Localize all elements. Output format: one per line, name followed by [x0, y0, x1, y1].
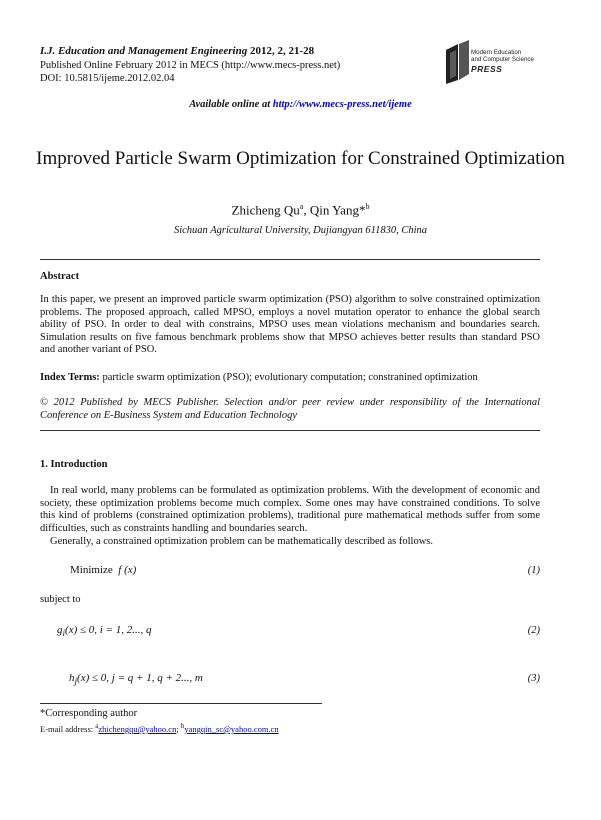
book-stack-icon — [443, 40, 473, 84]
index-terms: Index Terms: particle swarm optimization (PSO); evolutionary computation; constranined optimization — [40, 372, 478, 383]
journal-url-link[interactable]: http://www.mecs-press.net/ijeme — [272, 99, 412, 110]
introduction-heading: 1. Introduction — [40, 459, 108, 470]
abstract-body: In this paper, we present an improved particle swarm optimization (PSO) algorithm to solve constrained optimization problems. The proposed approach, called MPSO, employs a novel mutation operator to enhance the global search ability of PSO. In order to deal with constrains, MPSO uses mean violations mechanism and boundaries search. Simulation results on five famous benchmark problems show that MPSO achieves better results than standard PSO and another variant of PSO. — [40, 294, 540, 356]
email-addresses: E-mail address: $^a$zhichengqu@yahoo.cn; $^b$yangqin_sc@yahoo.com.cn — [40, 722, 279, 734]
abstract-heading: Abstract — [40, 271, 80, 282]
email-link-1[interactable]: zhichengqu@yahoo.cn — [98, 723, 177, 734]
affiliation: Sichuan Agricultural University, Dujiangyan 611830, China — [173, 225, 428, 236]
equation-3-number: (3) — [527, 673, 540, 684]
journal-issue: 2012, 2, 21-28 — [249, 45, 315, 57]
corresponding-author-note: *Corresponding author — [40, 708, 138, 719]
copyright-notice: © 2012 Published by MECS Publisher. Selection and/or peer review under responsibility of the International Conference on E-Business System and Education Technology — [40, 397, 540, 421]
journal-name: I.J. Education and Management Engineering — [40, 45, 248, 57]
subject-to-label: subject to — [40, 594, 81, 605]
paper-title: Improved Particle Swarm Optimization for Constrained Optimization — [36, 148, 565, 169]
equation-2: $g_i(x) \le 0$, i = 1, 2..., q — [57, 624, 152, 639]
email-link-2[interactable]: yangqin_sc@yahoo.com.cn — [184, 723, 279, 734]
published-line: Published Online February 2012 in MECS (http://www.mecs-press.net) — [40, 60, 341, 71]
equation-3: $h_j(x) \le 0$, j = q + 1, q + 2..., m — [69, 672, 203, 687]
footnote-rule — [40, 703, 322, 704]
abstract-top-rule — [40, 259, 540, 260]
equation-2-number: (2) — [527, 625, 540, 636]
equation-1-number: (1) — [527, 565, 540, 576]
abstract-bottom-rule — [40, 430, 540, 431]
introduction-paragraph-2: Generally, a constrained optimization problem can be mathematically described as follows. — [50, 536, 434, 547]
doi-line: DOI: 10.5815/ijeme.2012.02.04 — [40, 73, 175, 84]
logo-text: Modern Education and Computer Science — [471, 49, 534, 63]
publisher-logo — [443, 38, 573, 88]
equation-1: Minimize f (x) — [70, 564, 137, 576]
journal-header — [40, 45, 314, 58]
authors: Zhicheng Qu$^a$, Qin Yang*$^b$ — [231, 202, 370, 218]
introduction-paragraph-1: In real world, many problems can be formulated as optimization problems. With the development of economic and society, these optimization problems become much complex. Some ones may have constrained conditions. To solve this kind of problems (constrained optimization problems), traditional pure mathematical methods suffer from some difficulties, such as constraints handling and boundaries search. — [40, 485, 540, 534]
availability-line: Available online at http://www.mecs-press.net/ijeme — [189, 99, 412, 110]
logo-press: PRESS — [471, 64, 503, 74]
